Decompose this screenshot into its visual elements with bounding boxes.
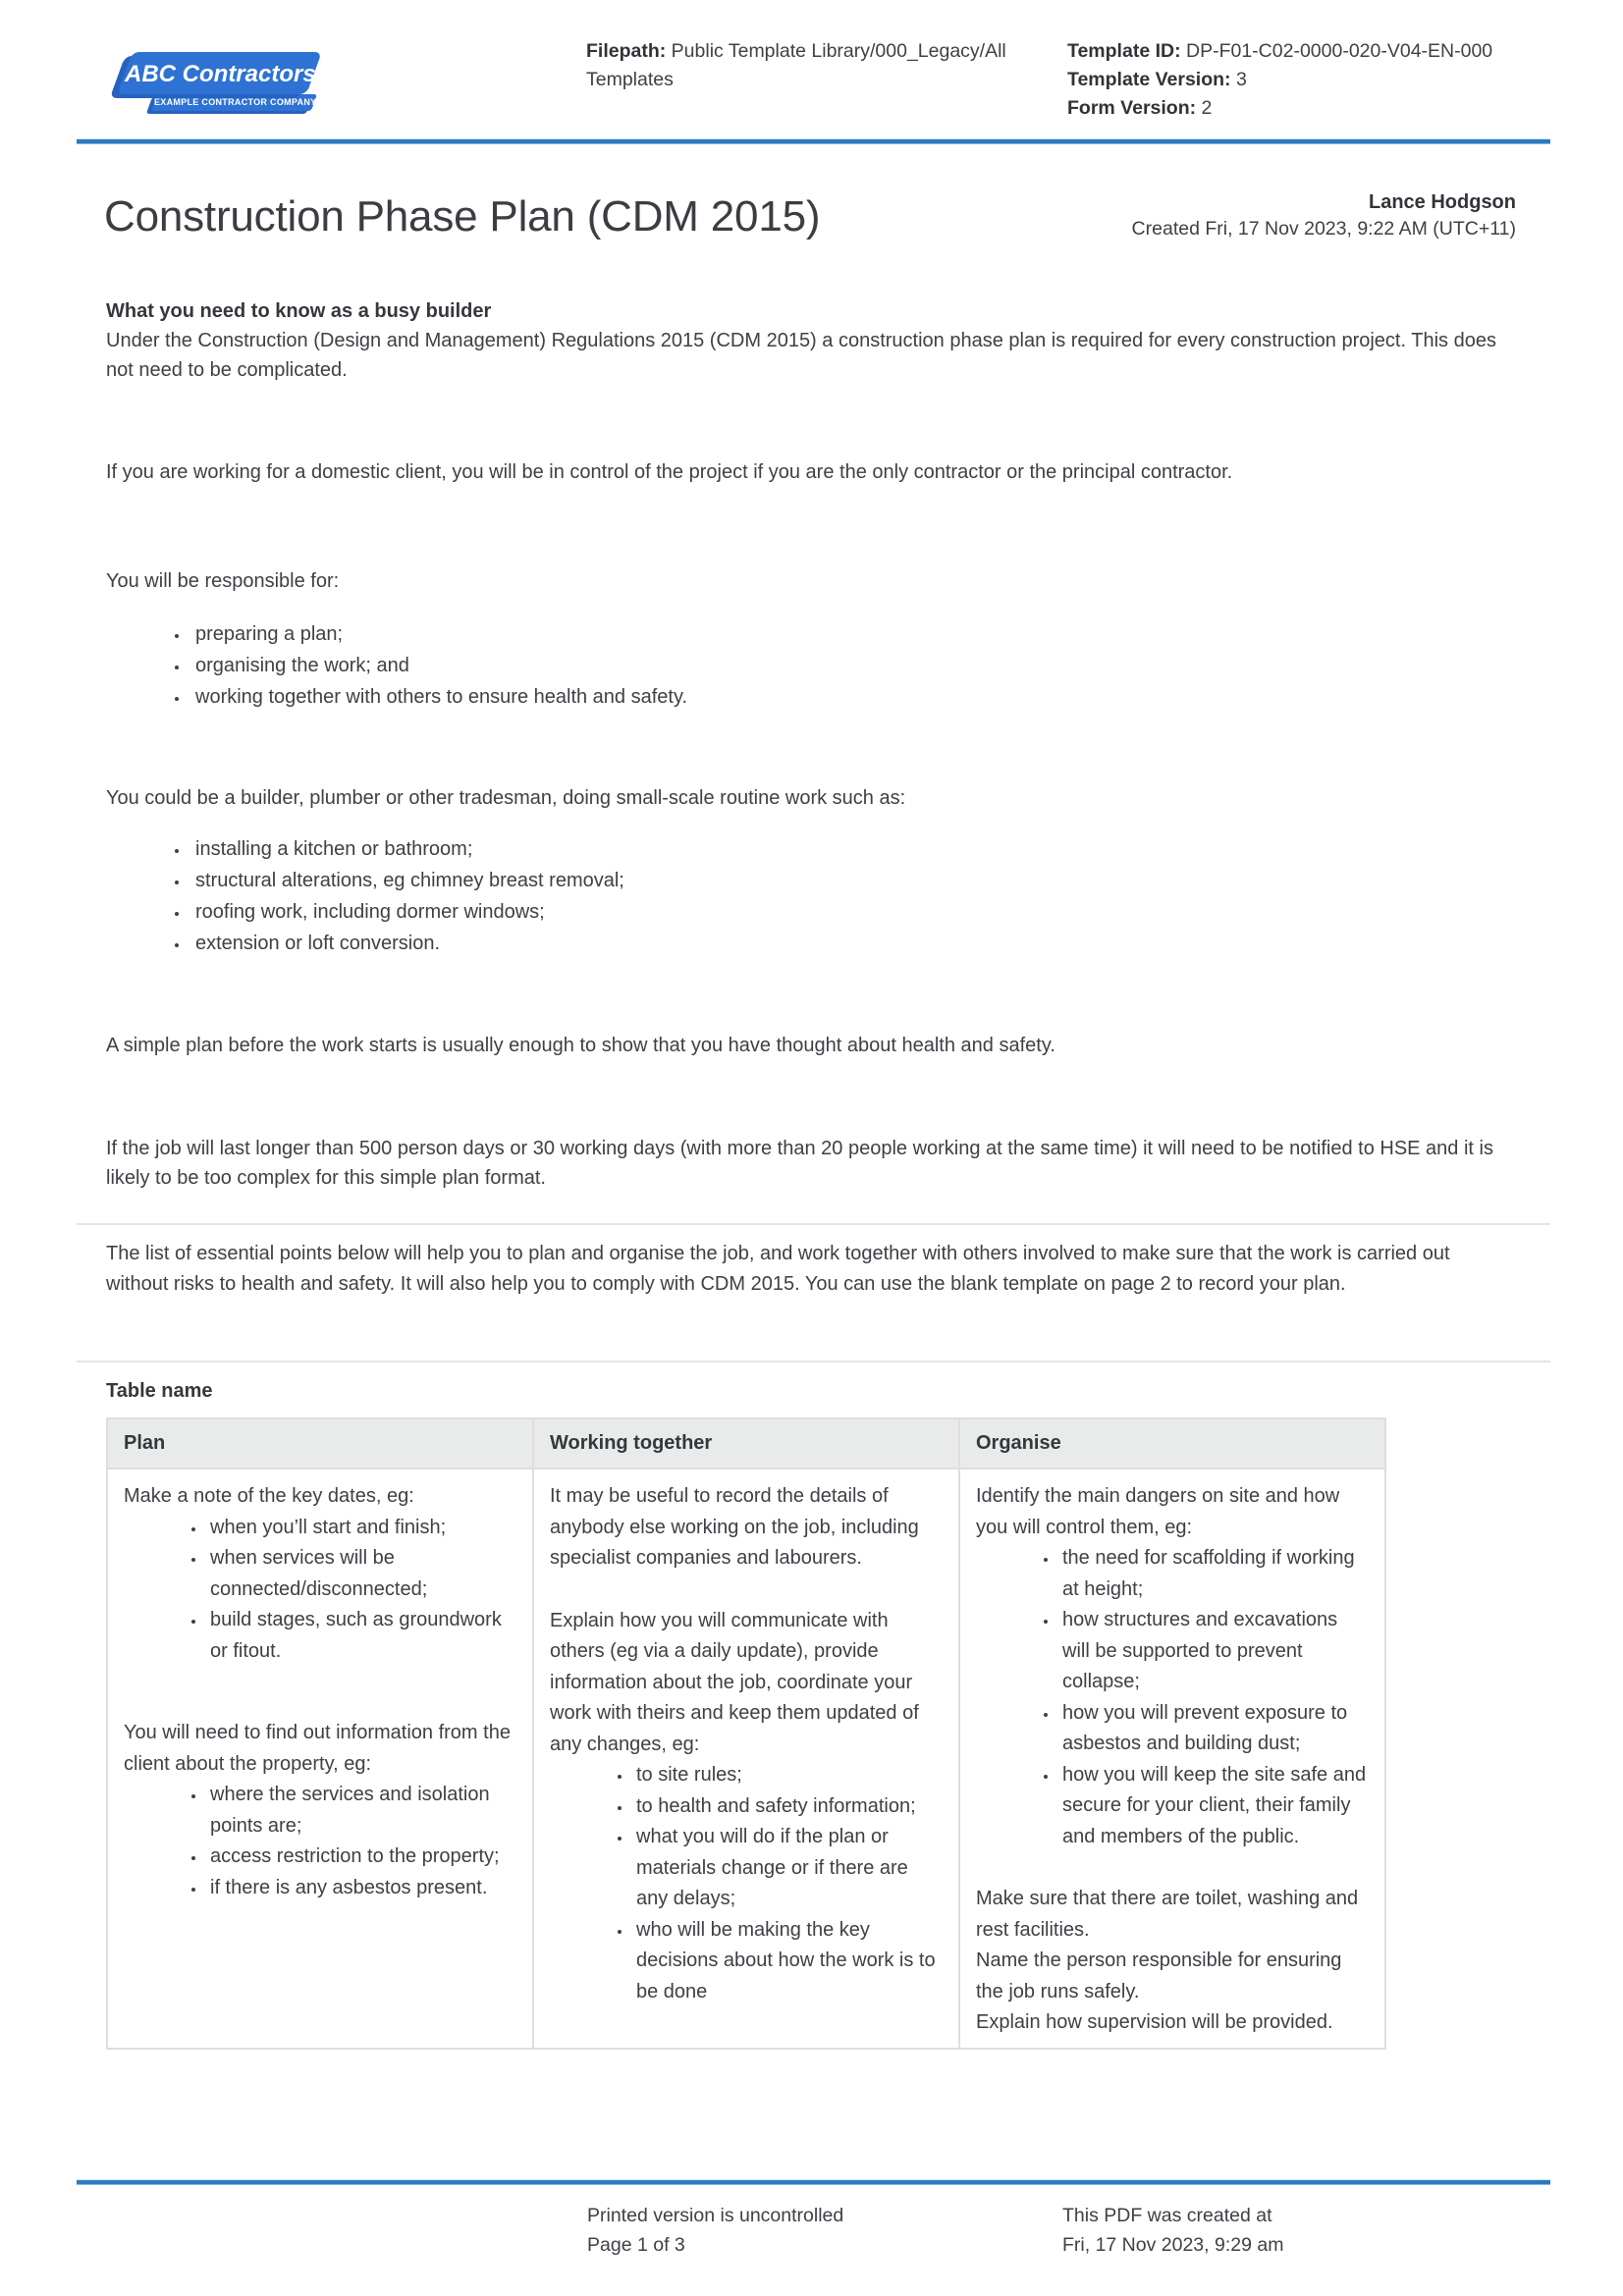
cell-organise — [959, 1468, 1385, 2049]
logo-company-name: ABC Contractors — [125, 61, 316, 87]
list-item: • what you will do if the plan or materials change or if there are any delays; — [632, 1822, 943, 1915]
form-version-label: Form Version: — [1067, 97, 1197, 119]
column-header-working-together: Working together — [533, 1418, 959, 1468]
list-item: • extension or loft conversion. — [189, 928, 1517, 959]
list-item: • how you will prevent exposure to asbestos and building dust; — [1058, 1698, 1369, 1760]
author-name: Lance Hodgson — [1368, 191, 1516, 213]
filepath — [586, 37, 1030, 94]
footer-page-number: Page 1 of 3 — [587, 2234, 685, 2256]
list-item: • to health and safety information; — [632, 1791, 943, 1823]
header-divider-rule — [77, 138, 1550, 144]
list-item: • when services will be connected/disconnected; — [206, 1543, 516, 1605]
paragraph: If the job will last longer than 500 person days or 30 working days (with more than 20 people working at the same time) it will need to be notified to HSE and it is likely to be too complex for this simple plan format. — [106, 1138, 1493, 1189]
cell-paragraph: Identify the main dangers on site and how you will control them, eg: — [976, 1485, 1340, 1538]
table-body-row — [107, 1468, 1385, 2049]
list-item: • where the services and isolation points are; — [206, 1780, 516, 1842]
template-version-label: Template Version: — [1067, 69, 1231, 90]
cell-plan — [107, 1468, 533, 2049]
paragraph: You will be responsible for: — [106, 570, 340, 592]
page-title: Construction Phase Plan (CDM 2015) — [104, 192, 821, 240]
list-item: • who will be making the key decisions about how the work is to be done — [632, 1915, 943, 2008]
plan-table — [106, 1417, 1384, 2050]
created-by-block — [829, 189, 1516, 242]
cell-paragraph: Explain how supervision will be provided. — [976, 2011, 1333, 2033]
cell-paragraph: Explain how you will communicate with others (eg via a daily update), provide information about the job, coordinate your work with theirs and keep them updated of any changes, eg: — [550, 1609, 919, 1755]
paragraph: Under the Construction (Design and Management) Regulations 2015 (CDM 2015) a construction phase plan is required for every construction project. This does not need to be complicated. — [106, 330, 1496, 381]
footer-created-date: Fri, 17 Nov 2023, 9:29 am — [1062, 2234, 1284, 2256]
template-version-value: 3 — [1235, 69, 1247, 90]
paragraph: If you are working for a domestic client, you will be in control of the project if you are the only contractor or the principal contractor. — [106, 461, 1233, 483]
filepath-value: Public Template Library/000_Legacy/All Templates — [586, 40, 1006, 90]
list-item: • how you will keep the site safe and secure for your client, their family and members of the public. — [1058, 1760, 1369, 1853]
list-item: • installing a kitchen or bathroom; — [189, 833, 1517, 865]
section-divider — [77, 1223, 1550, 1225]
filepath-label: Filepath: — [586, 40, 667, 62]
footer-left — [587, 2201, 843, 2260]
list-item: • roofing work, including dormer windows; — [189, 896, 1517, 928]
list-item: • the need for scaffolding if working at height; — [1058, 1543, 1369, 1605]
cell-paragraph: Name the person responsible for ensuring the job runs safely. — [976, 1949, 1342, 2002]
column-header-organise: Organise — [959, 1418, 1385, 1468]
footer-right — [1062, 2201, 1283, 2260]
list-item: • access restriction to the property; — [206, 1842, 516, 1873]
table-caption: Table name — [106, 1380, 213, 1402]
section-divider — [77, 1361, 1550, 1362]
template-id-value: DP-F01-C02-0000-020-V04-EN-000 — [1186, 40, 1493, 62]
footer-divider-rule — [77, 2179, 1550, 2185]
footer-created-note: This PDF was created at — [1062, 2205, 1272, 2226]
section-heading: What you need to know as a busy builder — [106, 300, 492, 322]
form-version-row — [1067, 94, 1539, 123]
template-version-row — [1067, 66, 1539, 94]
paragraph: You could be a builder, plumber or other tradesman, doing small-scale routine work such as: — [106, 787, 906, 809]
list-item: • when you’ll start and finish; — [206, 1513, 516, 1544]
company-logo — [112, 45, 328, 114]
list-item: • build stages, such as groundwork or fitout. — [206, 1605, 516, 1667]
list-item: • working together with others to ensure health and safety. — [189, 681, 1517, 713]
template-id-row — [1067, 37, 1539, 66]
created-timestamp: Created Fri, 17 Nov 2023, 9:22 AM (UTC+11) — [1131, 218, 1516, 240]
cell-paragraph: Make a note of the key dates, eg: — [124, 1485, 414, 1507]
paragraph: A simple plan before the work starts is usually enough to show that you have thought about health and safety. — [106, 1035, 1055, 1056]
cell-paragraph: It may be useful to record the details of anybody else working on the job, including specialist companies and labourers. — [550, 1485, 919, 1569]
list-item: • preparing a plan; — [189, 618, 1517, 650]
list-item: • if there is any asbestos present. — [206, 1873, 516, 1904]
paragraph: The list of essential points below will help you to plan and organise the job, and work together with others involved to make sure that the work is carried out without risks to health and safety. It will also help you to comply with CDM 2015. You can use the blank template on page 2 to record your plan. — [106, 1243, 1450, 1295]
form-version-value: 2 — [1201, 97, 1213, 119]
list-item: • structural alterations, eg chimney breast removal; — [189, 865, 1517, 896]
list-item: • how structures and excavations will be supported to prevent collapse; — [1058, 1605, 1369, 1698]
column-header-plan: Plan — [107, 1418, 533, 1468]
trades-list — [106, 833, 1517, 959]
cell-paragraph: You will need to find out information from the client about the property, eg: — [124, 1722, 511, 1775]
responsibilities-list — [106, 618, 1517, 713]
cell-working-together — [533, 1468, 959, 2049]
template-meta — [1067, 37, 1539, 123]
list-item: • organising the work; and — [189, 650, 1517, 681]
cell-paragraph: Make sure that there are toilet, washing and rest facilities. — [976, 1888, 1359, 1941]
list-item: • to site rules; — [632, 1760, 943, 1791]
footer-uncontrolled-note: Printed version is uncontrolled — [587, 2205, 844, 2226]
logo-company-tagline: EXAMPLE CONTRACTOR COMPANY — [154, 97, 317, 107]
table-header-row — [107, 1418, 1385, 1468]
template-id-label: Template ID: — [1067, 40, 1181, 62]
